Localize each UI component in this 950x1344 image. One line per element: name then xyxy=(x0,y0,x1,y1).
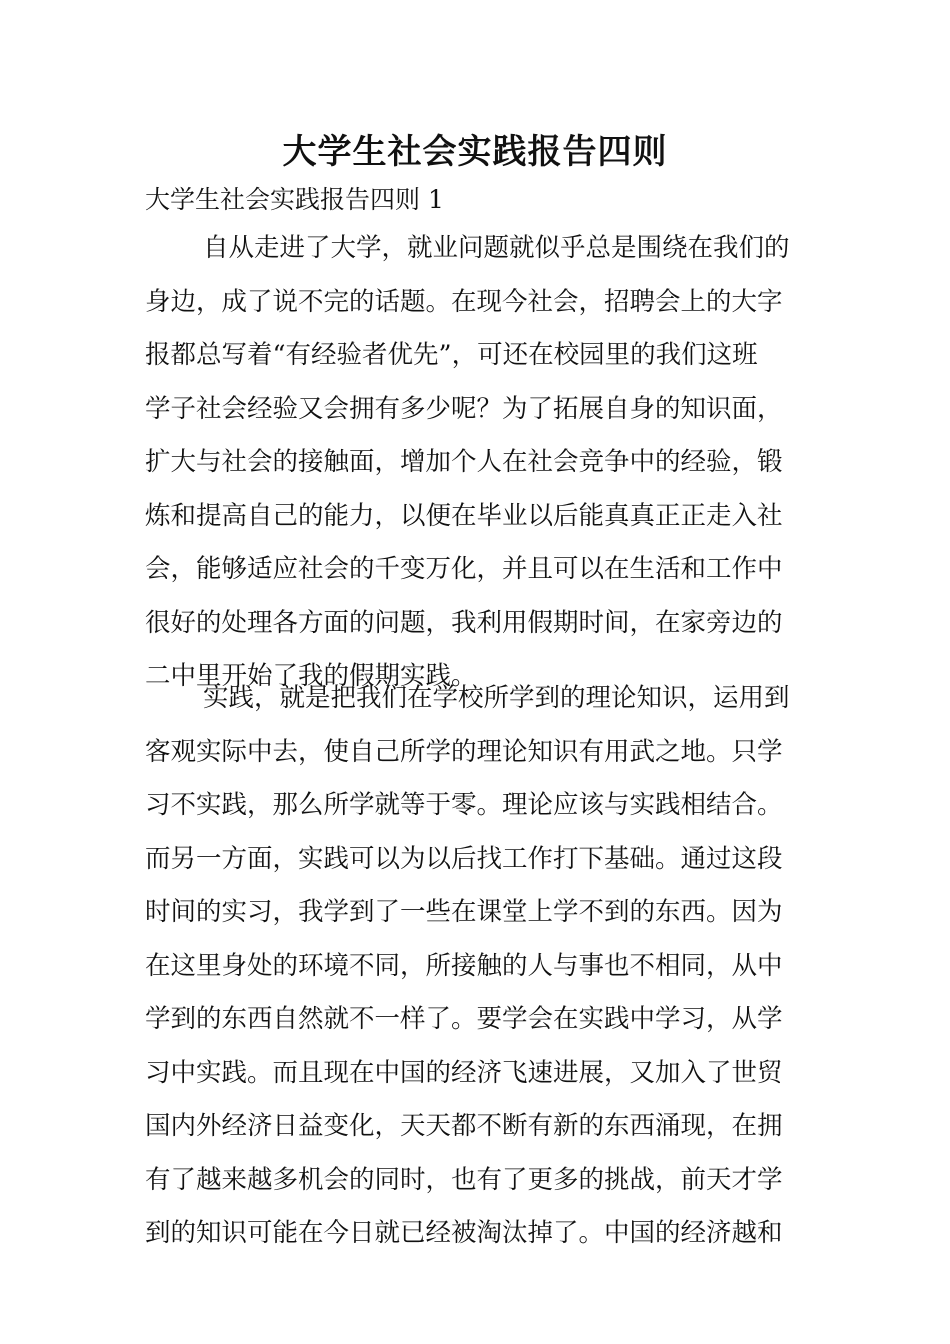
document-title: 大学生社会实践报告四则 xyxy=(282,132,668,172)
paragraph-line: 在这里身处的环境不同，所接触的人与事也不相同，从中 xyxy=(145,950,783,981)
paragraph-line: 时间的实习，我学到了一些在课堂上学不到的东西。因为 xyxy=(145,897,783,927)
paragraph-line: 二中里开始了我的假期实践。 xyxy=(145,661,477,691)
paragraph-line: 习不实践，那么所学就等于零。理论应该与实践相结合。 xyxy=(145,790,783,820)
paragraph-line: 学子社会经验又会拥有多少呢？为了拓展自身的知识面， xyxy=(145,393,783,424)
paragraph-2 xyxy=(145,672,810,1261)
paragraph-line: 到的知识可能在今日就已经被淘汰掉了。中国的经济越和 xyxy=(145,1218,783,1248)
paragraph-line: 客观实际中去，使自己所学的理论知识有用武之地。只学 xyxy=(145,736,783,767)
paragraph-line: 自从走进了大学，就业问题就似乎总是围绕在我们的 xyxy=(203,233,790,263)
paragraph-line: 国内外经济日益变化，天天都不断有新的东西涌现，在拥 xyxy=(145,1111,783,1141)
paragraph-1 xyxy=(145,222,810,704)
section-heading: 大学生社会实践报告四则 1 xyxy=(145,185,444,214)
paragraph-line: 而另一方面，实践可以为以后找工作打下基础。通过这段 xyxy=(145,843,783,874)
paragraph-line: 会，能够适应社会的千变万化，并且可以在生活和工作中 xyxy=(145,554,783,584)
paragraph-line: 实践，就是把我们在学校所学到的理论知识，运用到 xyxy=(203,683,790,713)
paragraph-line: 有了越来越多机会的同时，也有了更多的挑战，前天才学 xyxy=(145,1164,783,1195)
paragraph-line: 很好的处理各方面的问题，我利用假期时间，在家旁边的 xyxy=(145,607,783,638)
paragraph-line: 身边，成了说不完的话题。在现今社会，招聘会上的大字 xyxy=(145,286,783,317)
paragraph-line: 报都总写着“有经验者优先”，可还在校园里的我们这班 xyxy=(145,340,758,370)
paragraph-line: 习中实践。而且现在中国的经济飞速进展，又加入了世贸 xyxy=(145,1057,783,1088)
paragraph-line: 扩大与社会的接触面，增加个人在社会竞争中的经验，锻 xyxy=(145,447,783,477)
paragraph-line: 炼和提高自己的能力，以便在毕业以后能真真正正走入社 xyxy=(145,500,783,531)
paragraph-line: 学到的东西自然就不一样了。要学会在实践中学习，从学 xyxy=(145,1004,783,1034)
